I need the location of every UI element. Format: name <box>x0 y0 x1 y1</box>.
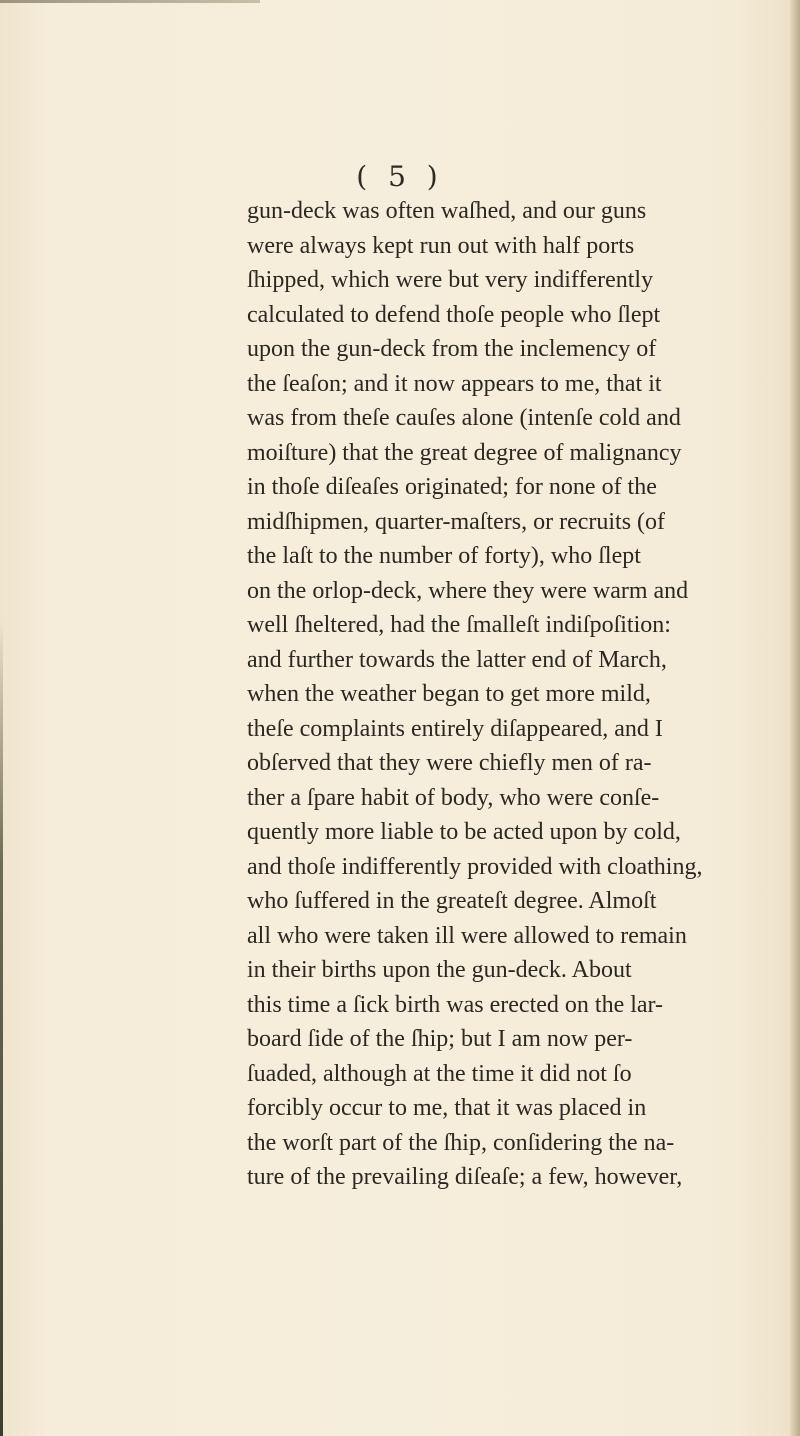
body-text <box>247 194 703 1195</box>
text-line: ther a ſpare habit of body, who were conſe- <box>247 784 660 811</box>
text-line: and thoſe indifferently provided with cloathing, <box>247 853 703 880</box>
page-number: ( 5 ) <box>356 160 444 193</box>
text-line: moiſture) that the great degree of malignancy <box>247 439 682 466</box>
page-edge-right <box>790 0 800 1436</box>
text-line: and further towards the latter end of March, <box>247 646 667 673</box>
text-line: who ſuffered in the greateſt degree. Almoſt <box>247 888 657 914</box>
text-line: ture of the prevailing diſeaſe; a few, however, <box>247 1164 683 1190</box>
text-line: calculated to defend thoſe people who ſlept <box>247 301 661 328</box>
top-edge-shadow <box>0 0 260 3</box>
page-edge-left <box>0 620 3 1436</box>
text-line: on the orlop-deck, where they were warm and <box>247 577 689 604</box>
text-line: were always kept run out with half ports <box>247 232 635 259</box>
text-line: theſe complaints entirely diſappeared, and I <box>247 715 663 742</box>
text-line: in thoſe diſeaſes originated; for none of the <box>247 474 657 500</box>
text-line: the laſt to the number of forty), who ſlept <box>247 543 641 569</box>
text-line: midſhipmen, quarter-maſters, or recruits (of <box>247 508 666 535</box>
text-line: forcibly occur to me, that it was placed in <box>247 1095 647 1121</box>
text-line: gun-deck was often waſhed, and our guns <box>247 198 647 224</box>
text-line: upon the gun-deck from the inclemency of <box>247 336 657 362</box>
text-line: well ſheltered, had the ſmalleſt indiſpoſition: <box>247 612 671 638</box>
text-line: obſerved that they were chiefly men of ra- <box>247 750 652 776</box>
text-line: this time a ſick birth was erected on the lar- <box>247 991 664 1018</box>
text-line: ſuaded, although at the time it did not ſo <box>247 1060 632 1087</box>
text-line: in their births upon the gun-deck. About <box>247 957 632 983</box>
text-line: was from theſe cauſes alone (intenſe cold and <box>247 405 681 431</box>
text-line: all who were taken ill were allowed to remain <box>247 922 687 949</box>
text-line: the ſeaſon; and it now appears to me, that it <box>247 370 662 397</box>
text-line: when the weather began to get more mild, <box>247 681 651 707</box>
text-line: the worſt part of the ſhip, conſidering the na- <box>247 1129 675 1156</box>
text-line: ſhipped, which were but very indifferently <box>247 267 654 293</box>
text-line: board ſide of the ſhip; but I am now per- <box>247 1026 633 1052</box>
text-line: quently more liable to be acted upon by cold, <box>247 819 681 845</box>
